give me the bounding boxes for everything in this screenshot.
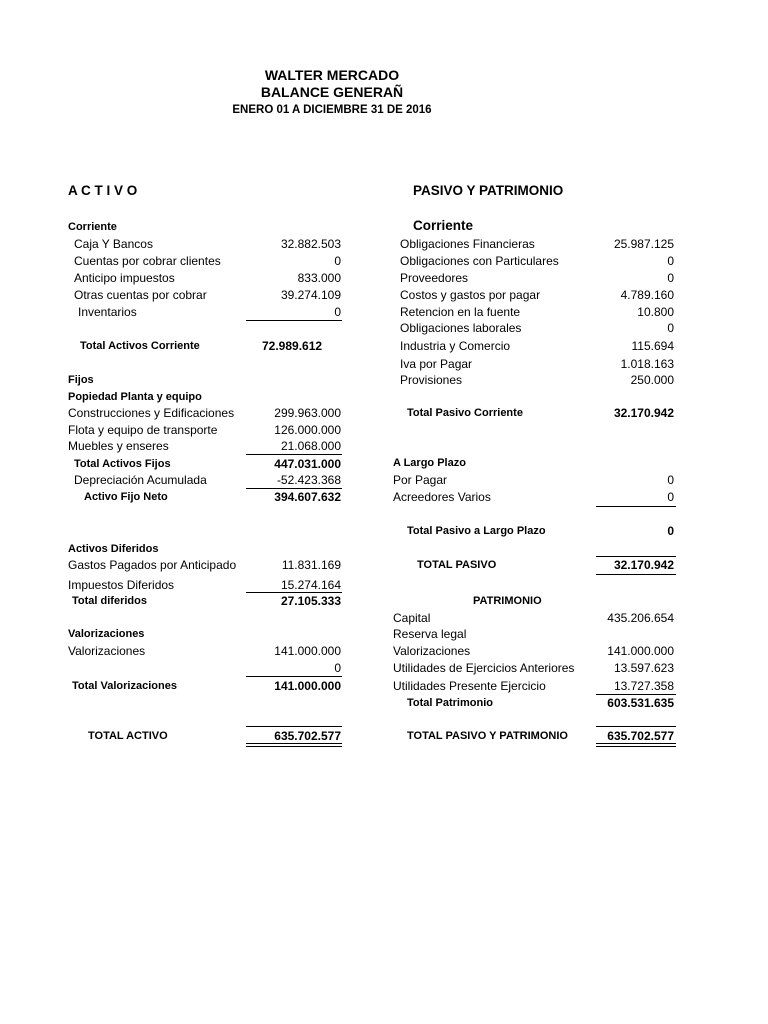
patrimonio-item-value: 13.597.623 [613,661,674,675]
patrimonio-item-value: 435.206.654 [607,611,674,625]
activo-item-label: Otras cuentas por cobrar [74,288,207,302]
activo-item-value: 0 [334,661,341,675]
ppe-subheading: Popiedad Planta y equipo [68,391,202,403]
patrimonio-item-label: Capital [393,611,431,625]
patrimonio-item-label: Reserva legal [393,627,467,641]
pasivo-item-label: Industria y Comercio [400,339,511,353]
subtotal-rule [596,506,676,507]
activo-item-label: Impuestos Diferidos [68,578,175,592]
report-title: BALANCE GENERAÑ [260,84,404,100]
largo-plazo-heading: A Largo Plazo [393,457,466,469]
total-valorizaciones-label: Total Valorizaciones [72,680,177,692]
subtotal-rule [246,676,342,677]
total-rule [596,556,676,557]
pasivo-item-label: Proveedores [400,271,469,285]
pasivo-item-label: Acreedores Varios [393,490,491,504]
activo-item-value: 15.274.164 [280,578,341,592]
pasivo-item-label: Por Pagar [393,473,448,487]
diferidos-heading: Activos Diferidos [68,543,159,555]
activo-item-value: 11.831.169 [281,558,341,572]
activo-item-label: Caja Y Bancos [74,237,153,251]
total-pasivo-patrimonio-label: TOTAL PASIVO Y PATRIMONIO [407,730,568,742]
double-total-rule [246,743,342,747]
activo-item-label: Construcciones y Edificaciones [68,406,235,420]
activo-fijo-neto-label: Activo Fijo Neto [84,491,168,503]
activo-item-value: 21.068.000 [280,439,341,453]
total-pasivo-value: 32.170.942 [613,558,674,572]
double-total-rule [596,743,676,747]
pasivo-item-label: Iva por Pagar [400,357,473,371]
activo-title: A C T I V O [68,183,138,198]
valorizaciones-heading: Valorizaciones [68,628,145,640]
total-activos-corriente-value: 72.989.612 [262,339,323,353]
pasivo-item-value: 0 [667,254,674,268]
total-valorizaciones-value: 141.000.000 [274,679,341,693]
pasivo-item-value: 0 [667,321,674,335]
pasivo-item-value: 0 [667,473,674,487]
pasivo-item-value: 1.018.163 [620,357,674,371]
fijos-heading: Fijos [68,374,94,386]
total-activo-label: TOTAL ACTIVO [88,730,168,742]
activo-fijo-neto-value: 394.607.632 [274,490,341,504]
activo-item-label: Gastos Pagados por Anticipado [68,558,237,572]
pasivo-item-label: Costos y gastos por pagar [400,288,541,302]
pasivo-item-value: 115.694 [631,339,674,353]
activo-item-label: Muebles y enseres [68,439,169,453]
total-rule-bottom [596,574,676,575]
patrimonio-item-value: 13.727.358 [613,679,674,693]
activo-corriente-heading: Corriente [68,221,117,233]
total-patrimonio-label: Total Patrimonio [407,697,493,709]
subtotal-rule [596,694,676,695]
patrimonio-item-label: Valorizaciones [393,644,471,658]
total-patrimonio-value: 603.531.635 [607,696,674,710]
activo-item-value: 299.963.000 [274,406,341,420]
pasivo-title: PASIVO Y PATRIMONIO [413,183,564,198]
activo-item-label: Cuentas por cobrar clientes [74,254,221,268]
pasivo-item-value: 25.987.125 [613,237,674,251]
total-rule [596,726,676,727]
pasivo-item-value: 10.800 [637,305,674,319]
total-activo-value: 635.702.577 [274,729,341,743]
pasivo-item-value: 0 [667,271,674,285]
activo-item-value: 0 [334,254,341,268]
total-diferidos-value: 27.105.333 [280,594,341,608]
patrimonio-item-value: 141.000.000 [607,644,674,658]
pasivo-item-value: 0 [667,490,674,504]
report-period: ENERO 01 A DICIEMBRE 31 DE 2016 [232,104,432,116]
depreciacion-label: Depreciación Acumulada [74,473,207,487]
pasivo-item-value: 4.789.160 [620,288,674,302]
subtotal-rule [246,488,342,489]
activo-item-value: 833.000 [297,271,341,285]
total-rule [246,726,342,727]
activo-item-label: Flota y equipo de transporte [68,423,218,437]
total-diferidos-label: Total diferidos [72,595,147,607]
total-largo-plazo-label: Total Pasivo a Largo Plazo [407,525,546,537]
subtotal-rule [246,592,342,593]
total-pasivo-corriente-label: Total Pasivo Corriente [407,407,523,419]
total-pasivo-label: TOTAL PASIVO [417,559,497,571]
activo-item-label: Inventarios [78,305,137,319]
patrimonio-item-label: Utilidades de Ejercicios Anteriores [393,661,575,675]
activo-item-value: 39.274.109 [280,288,341,302]
patrimonio-heading: PATRIMONIO [473,595,542,607]
total-activos-fijos-value: 447.031.000 [274,457,341,471]
pasivo-item-label: Retencion en la fuente [400,305,521,319]
activo-item-label: Valorizaciones [68,644,146,658]
total-pasivo-corriente-value: 32.170.942 [613,406,674,420]
activo-item-value: 0 [334,305,341,319]
subtotal-rule [246,320,342,321]
depreciacion-value: -52.423.368 [276,473,341,487]
pasivo-item-label: Obligaciones laborales [400,321,522,335]
total-activos-fijos-label: Total Activos Fijos [74,458,171,470]
total-activos-corriente-label: Total Activos Corriente [80,340,200,352]
activo-item-value: 126.000.000 [274,423,341,437]
pasivo-item-label: Obligaciones Financieras [400,237,535,251]
activo-item-value: 32.882.503 [280,237,341,251]
pasivo-item-label: Provisiones [400,373,463,387]
total-pasivo-patrimonio-value: 635.702.577 [570,729,674,743]
pasivo-corriente-heading: Corriente [413,218,474,233]
company-name: WALTER MERCADO [264,67,400,83]
patrimonio-item-label: Utilidades Presente Ejercicio [393,679,546,693]
pasivo-item-label: Obligaciones con Particulares [400,254,559,268]
subtotal-rule [246,454,342,455]
pasivo-item-value: 250.000 [630,373,674,387]
activo-item-label: Anticipo impuestos [74,271,175,285]
total-largo-plazo-value: 0 [667,524,674,538]
activo-item-value: 141.000.000 [274,644,341,658]
